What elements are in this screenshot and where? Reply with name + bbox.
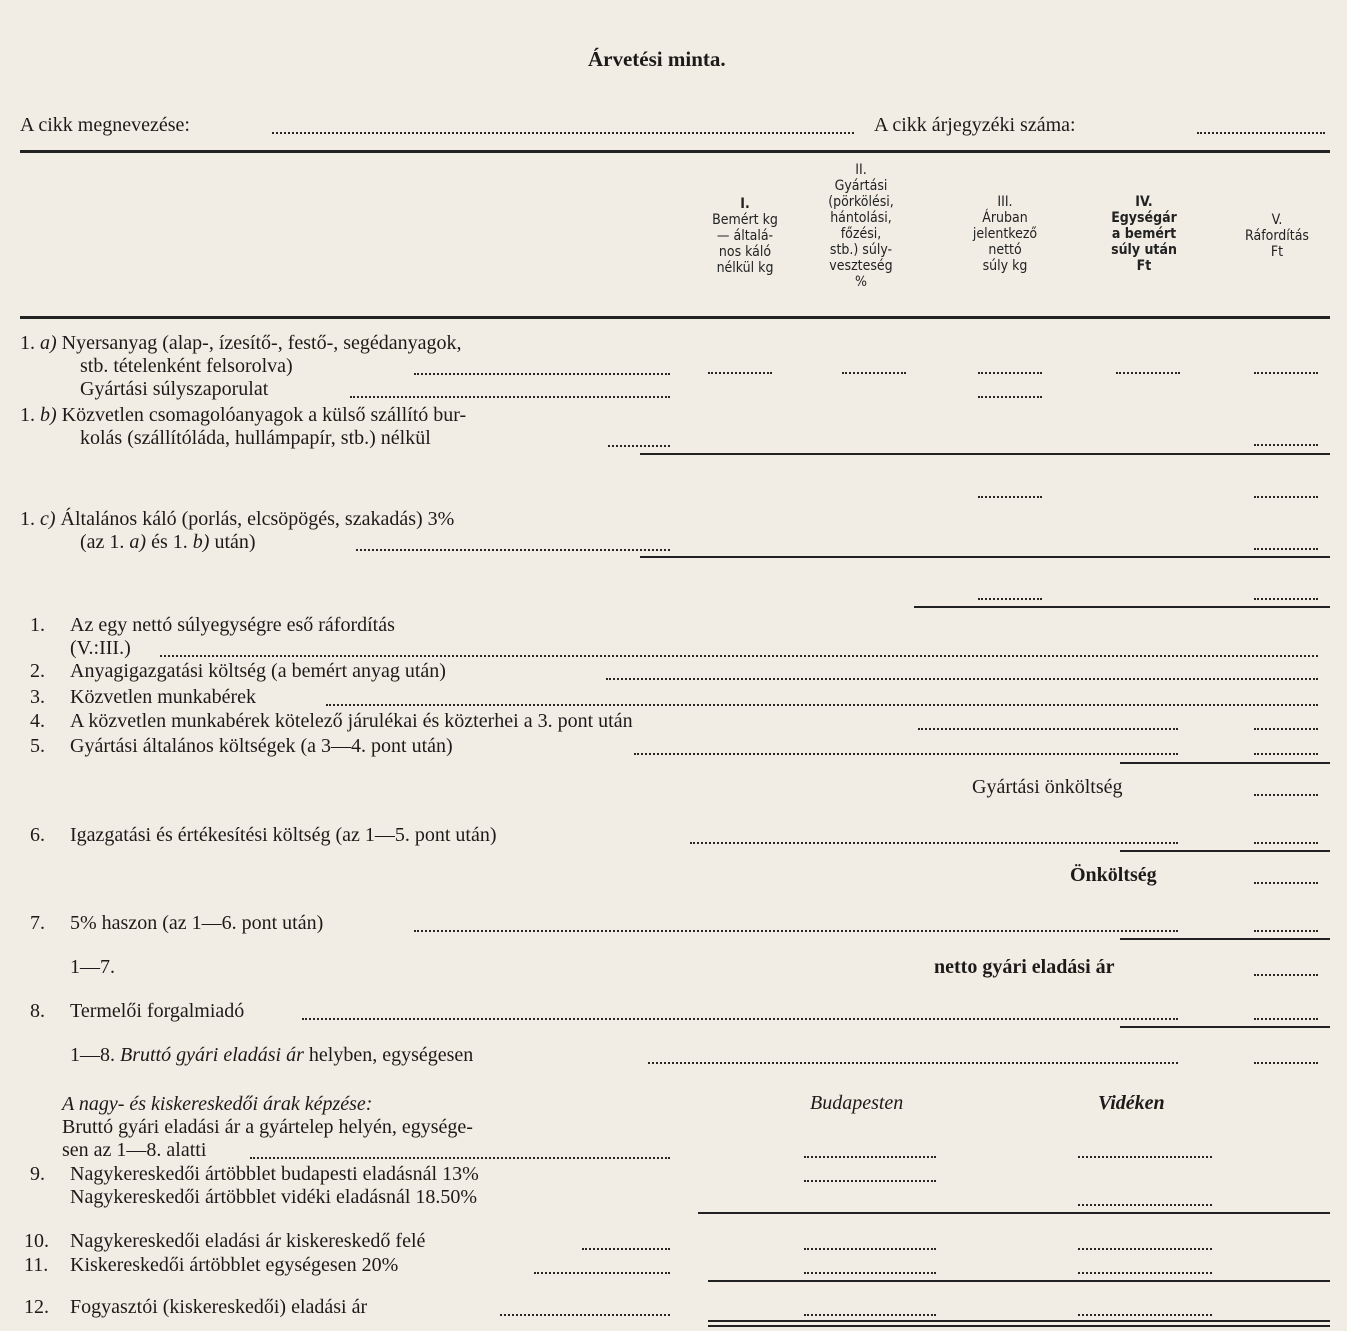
netto-field[interactable]: [1254, 974, 1318, 976]
row-1a3-leader: [350, 396, 670, 398]
row-8-leader: [302, 1018, 1178, 1020]
row-7-rule: [1120, 938, 1330, 940]
row-1c-t2e: után): [214, 531, 256, 553]
arjegyzek-field[interactable]: [1197, 132, 1325, 134]
row-8-text: Termelői forgalmiadó: [70, 1000, 245, 1022]
row-1a-col4-field[interactable]: [1116, 372, 1180, 374]
col-header-4-text: Egységár a bemért súly után Ft: [1111, 210, 1177, 274]
row-1c-t2b: a): [129, 531, 147, 553]
row-5-rule: [1120, 762, 1330, 764]
row-8-num: 8.: [30, 1000, 45, 1022]
row-7-col5-field[interactable]: [1254, 930, 1318, 932]
col-header-2-text: Gyártási (pörkölési, hántolási, főzési, stb.) súly- veszteség %: [828, 178, 894, 290]
row-1c-line1: [20, 508, 454, 530]
row-5-text: Gyártási általános költségek (a 3—4. pont után): [70, 735, 453, 757]
col-header-1: [690, 196, 800, 276]
row-1c-rule: [640, 556, 1330, 558]
document-title: Árvetési minta.: [588, 47, 726, 71]
row-1c-text1: Általános káló (porlás, elcsöpögés, szakadás) 3%: [60, 508, 455, 530]
row-4: [30, 710, 633, 732]
col-header-5-text: Ráfordítás Ft: [1245, 228, 1309, 260]
row-3-text: Közvetlen munkabérek: [70, 686, 257, 708]
row-6-num: 6.: [30, 824, 45, 846]
row-1c-t2d: b): [192, 531, 210, 553]
row-12: [24, 1296, 367, 1318]
row-1b-line1: [20, 404, 466, 426]
row-1a-sulyszap-field[interactable]: [978, 396, 1042, 398]
row-1a-col2-field[interactable]: [842, 372, 906, 374]
row-sub2-col5-field[interactable]: [1254, 598, 1318, 600]
row-1a-col3-field[interactable]: [978, 372, 1042, 374]
arak-kepzese-heading: A nagy- és kiskereskedői árak képzése:: [62, 1093, 373, 1115]
row-7: [30, 912, 323, 934]
row-11-rule: [708, 1280, 1330, 1282]
row-1-8: [70, 1044, 473, 1066]
row-5: [30, 735, 453, 757]
gyartasi-onkoltseg-field[interactable]: [1254, 794, 1318, 796]
row-12-budapest-field[interactable]: [804, 1314, 936, 1316]
row-10-text: Nagykereskedői eladási ár kiskereskedő felé: [70, 1230, 426, 1252]
row-2-text: Anyagigazgatási költség (a bemért anyag után): [70, 660, 446, 682]
row-1c-t2a: (az 1.: [80, 531, 125, 553]
row-4-col5-field[interactable]: [1254, 728, 1318, 730]
row-2-leader[interactable]: [606, 678, 1318, 680]
cikk-label: A cikk megnevezése:: [20, 114, 190, 136]
row-1b-letter: b): [40, 404, 57, 426]
col-header-5: [1222, 212, 1332, 260]
row-8-rule: [1120, 1026, 1330, 1028]
row-6-text: Igazgatási és értékesítési költség (az 1—5. pont után): [70, 824, 497, 846]
row-1b-col5-field[interactable]: [1254, 444, 1318, 446]
row-1b-rule: [640, 453, 1330, 455]
row-11-budapest-field[interactable]: [804, 1272, 936, 1274]
row-1-8-leader: [648, 1062, 1178, 1064]
row-11-videk-field[interactable]: [1078, 1272, 1212, 1274]
col-header-4: [1084, 194, 1204, 274]
row-2-num: 2.: [30, 660, 45, 682]
row-1c-letter: c): [40, 508, 56, 530]
row-1-8-num: 1—8.: [70, 1044, 115, 1066]
row-6-rule: [1120, 850, 1330, 852]
col-header-2-roman: II.: [855, 162, 867, 178]
row-8-col5-field[interactable]: [1254, 1018, 1318, 1020]
netto-label: netto gyári eladási ár: [934, 956, 1115, 978]
brutto-text1: Bruttó gyári eladási ár a gyártelep helyén, egysége-: [62, 1116, 473, 1138]
row-1a-text2: stb. tételenként felsorolva): [80, 355, 293, 377]
row-9a: [30, 1163, 479, 1185]
row-1c-num: 1.: [20, 508, 35, 530]
gyartasi-onkoltseg-label: Gyártási önköltség: [972, 776, 1123, 798]
row-11-num: 11.: [24, 1254, 49, 1276]
row-1-line1: [30, 614, 395, 636]
videken-heading: Vidéken: [1098, 1092, 1165, 1114]
brutto-budapest-field[interactable]: [804, 1156, 936, 1158]
row-7-num: 7.: [30, 912, 45, 934]
row-1a-col1-field[interactable]: [708, 372, 772, 374]
col-header-3: [950, 194, 1060, 274]
row-11: [24, 1254, 398, 1276]
onkoltseg-field[interactable]: [1254, 882, 1318, 884]
header-bottom-rule: [20, 316, 1330, 319]
row-10-num: 10.: [24, 1230, 49, 1252]
arjegyzek-label: A cikk árjegyzéki száma:: [874, 114, 1076, 136]
col-header-3-roman: III.: [997, 194, 1013, 210]
row-1a-text3: Gyártási súlyszaporulat: [80, 378, 269, 400]
row-3-num: 3.: [30, 686, 45, 708]
row-12-rule-2: [708, 1325, 1330, 1327]
row-1c-t2c: és 1.: [151, 531, 188, 553]
row-sub2-col3-field[interactable]: [978, 598, 1042, 600]
row-12-rule-1: [708, 1320, 1330, 1322]
row-1-8-text: helyben, egységesen: [308, 1044, 474, 1066]
row-1-num: 1.: [30, 614, 45, 636]
row-3: [30, 686, 256, 708]
col-header-3-text: Áruban jelentkező nettó súly kg: [972, 210, 1038, 274]
col-header-1-text: Bemért kg — általá- nos káló nélkül kg: [712, 212, 778, 276]
row-10: [24, 1230, 425, 1252]
row-11-text: Kiskereskedői ártöbblet egységesen 20%: [70, 1254, 399, 1276]
row-11-leader: [534, 1272, 670, 1274]
row-6-leader: [690, 842, 1178, 844]
brutto-leader: [250, 1157, 670, 1159]
row-1-8-col5-field[interactable]: [1254, 1062, 1318, 1064]
row-6-col5-field[interactable]: [1254, 842, 1318, 844]
col-header-5-roman: V.: [1271, 212, 1283, 228]
row-9-budapest-field[interactable]: [804, 1180, 936, 1182]
row-1c-line2: [80, 531, 256, 553]
row-9a-text: Nagykereskedői ártöbblet budapesti eladásnál 13%: [70, 1163, 479, 1185]
row-1a-leader: [414, 373, 670, 375]
row-7-leader: [414, 930, 1178, 932]
row-4-num: 4.: [30, 710, 45, 732]
col-header-2: [806, 162, 916, 290]
row-1-text1: Az egy nettó súlyegységre eső ráfordítás: [70, 614, 395, 636]
brutto-text2: sen az 1—8. alatti: [62, 1139, 207, 1161]
row-1a-letter: a): [40, 332, 57, 354]
row-1c-col5-field[interactable]: [1254, 548, 1318, 550]
row-9-rule: [698, 1212, 1330, 1214]
row-1-text2: (V.:III.): [70, 637, 131, 659]
row-5-num: 5.: [30, 735, 45, 757]
row-12-videk-field[interactable]: [1078, 1314, 1212, 1316]
row-5-leader: [634, 753, 1178, 755]
row-8: [30, 1000, 244, 1022]
row-9b-text: Nagykereskedői ártöbblet vidéki eladásnál 18.50%: [70, 1186, 478, 1208]
row-7-text: 5% haszon (az 1—6. pont után): [70, 912, 324, 934]
row-sub1-col5-field[interactable]: [1254, 496, 1318, 498]
onkoltseg-label: Önköltség: [1070, 864, 1157, 886]
row-3-leader[interactable]: [326, 704, 1318, 706]
row-sub2-rule: [914, 606, 1330, 608]
row-10-budapest-field[interactable]: [804, 1248, 936, 1250]
row-12-text: Fogyasztói (kiskereskedői) eladási ár: [70, 1296, 368, 1318]
row-1b-leader: [608, 445, 670, 447]
row-6: [30, 824, 497, 846]
row-12-leader: [500, 1314, 670, 1316]
row-10-videk-field[interactable]: [1078, 1248, 1212, 1250]
col-header-1-roman: I.: [740, 196, 750, 212]
budapesten-heading: Budapesten: [810, 1092, 904, 1114]
row-1-8-brutto: Bruttó gyári eladási ár: [120, 1044, 304, 1066]
row-12-num: 12.: [24, 1296, 49, 1318]
row-5-col5-field[interactable]: [1254, 753, 1318, 755]
row-1c-leader: [356, 549, 670, 551]
row-1a-num: 1.: [20, 332, 35, 354]
row-1-leader[interactable]: [160, 655, 1318, 657]
row-9-num: 9.: [30, 1163, 45, 1185]
row-4-text: A közvetlen munkabérek kötelező járulékai és közterhei a 3. pont után: [70, 710, 633, 732]
row-10-leader: [582, 1248, 670, 1250]
row-sub1-col3-field[interactable]: [978, 496, 1042, 498]
header-top-rule: [20, 150, 1330, 153]
col-header-4-roman: IV.: [1135, 194, 1153, 210]
row-1a-line1: [20, 332, 462, 354]
row-1a-text1: Nyersanyag (alap-, ízesítő-, festő-, segédanyagok,: [61, 332, 462, 354]
row-1b-text2: kolás (szállítóláda, hullámpapír, stb.) nélkül: [80, 427, 431, 449]
cikk-field[interactable]: [272, 132, 854, 134]
row-1-7-label: 1—7.: [70, 956, 115, 978]
row-9-videk-field[interactable]: [1078, 1204, 1212, 1206]
row-4-leader: [918, 728, 1178, 730]
row-1a-col5-field[interactable]: [1254, 372, 1318, 374]
brutto-videk-field[interactable]: [1078, 1156, 1212, 1158]
row-1b-text1: Közvetlen csomagolóanyagok a külső szállító bur-: [61, 404, 467, 426]
row-1b-num: 1.: [20, 404, 35, 426]
row-2: [30, 660, 446, 682]
